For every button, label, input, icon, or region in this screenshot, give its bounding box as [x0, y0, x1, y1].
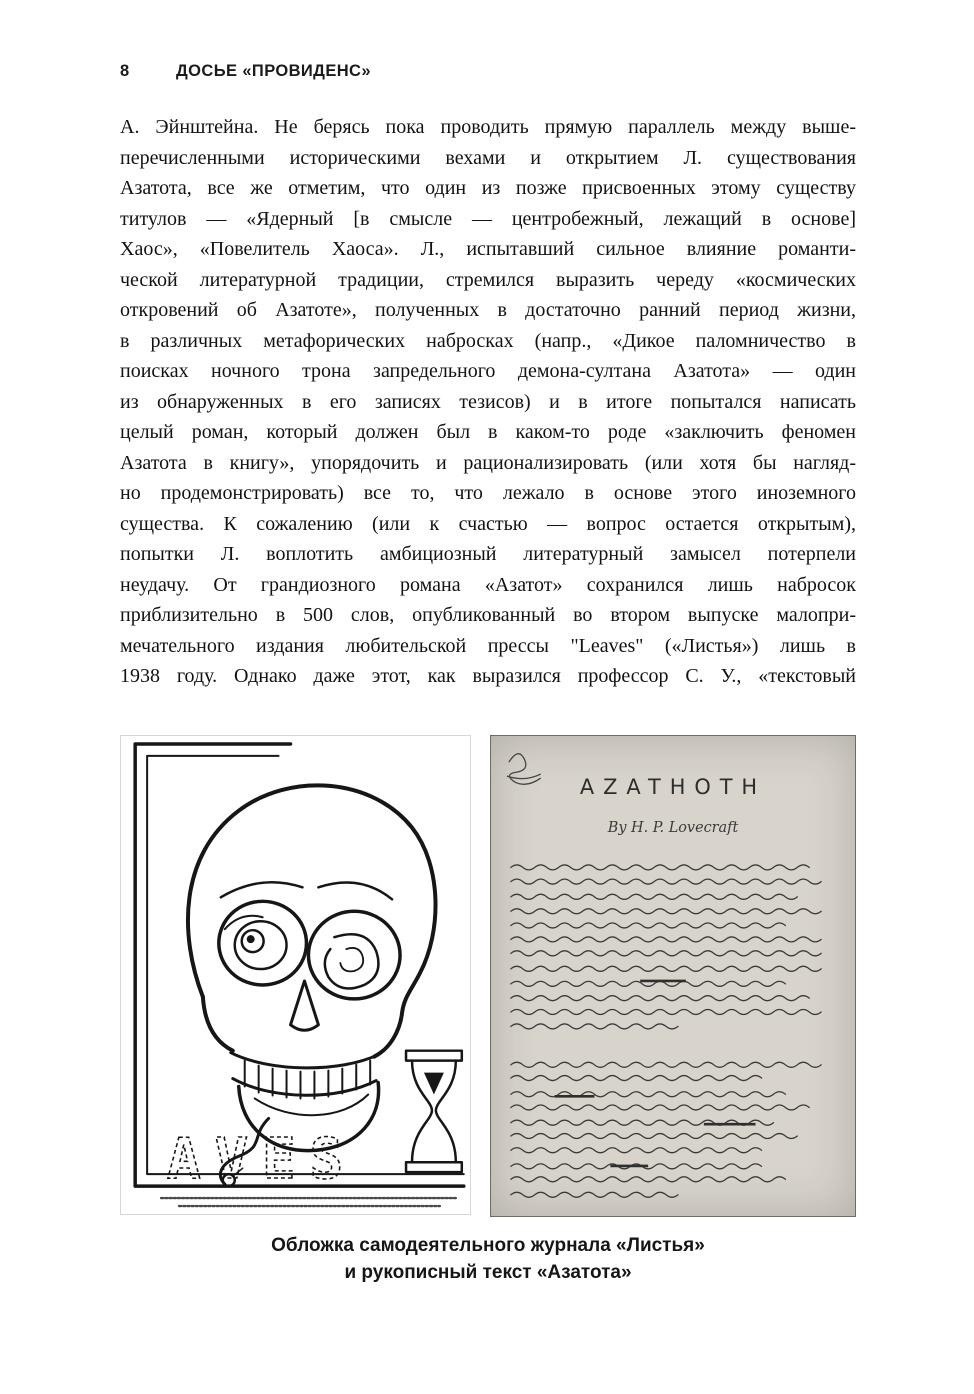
text-line: из обнаруженных в его записях тезисов) и в итоге попытался написать	[120, 390, 856, 413]
pupil	[247, 935, 255, 943]
manuscript-byline: By H. P. Lovecraft	[607, 819, 739, 836]
text-line: откровений об Азатоте», полученных в достаточно ранний период жизни,	[120, 299, 856, 321]
hourglass-top-cap	[406, 1051, 462, 1061]
body-paragraph	[120, 112, 856, 692]
caption-line-2: и рукописный текст «Азатота»	[344, 1262, 632, 1283]
corner-scribble	[507, 754, 541, 785]
page-title: ДОСЬЕ «ПРОВИДЕНС»	[176, 62, 371, 80]
text-line: Азатота в книгу», упорядочить и рационализировать (или хотя бы нагляд-	[120, 451, 856, 474]
fine-print-lines	[161, 1198, 456, 1206]
handwritten-paragraph-1	[511, 865, 821, 1029]
teeth	[245, 1061, 370, 1099]
eye-scribble	[340, 948, 363, 971]
skull-drawing	[121, 736, 470, 1214]
hourglass-bottom-cap	[406, 1162, 462, 1172]
text-line: мечательного издания любительской прессы "Leaves" («Листья») лишь в	[120, 634, 856, 657]
text-line: А. Эйнштейна. Не берясь пока проводить прямую параллель между выше-	[120, 116, 856, 138]
azathoth-manuscript-figure	[490, 735, 856, 1217]
text-line: ческой литературной традиции, стремился выразить череду «космических	[120, 268, 856, 291]
skull-cheek-left	[203, 997, 233, 1051]
eye-socket-right	[308, 911, 400, 999]
correction-marks	[555, 981, 756, 1166]
skull-brow-lines	[221, 882, 392, 899]
hourglass-sand	[424, 1073, 444, 1095]
text-line: неудачу. От грандиозного романа «Азатот» сохранился лишь набросок	[120, 573, 856, 596]
text-line: титулов — «Ядерный [в смысле — центробежный, лежащий в основе]	[120, 207, 856, 230]
text-line: существа. К сожалению (или к счастью — вопрос остается открытым),	[120, 512, 856, 535]
teeth-lower-line	[233, 1079, 376, 1096]
text-line: поисках ночного трона запредельного демона-султана Азатота» — один	[120, 360, 856, 382]
running-head	[120, 62, 856, 81]
manuscript-page	[491, 736, 855, 1216]
text-line: Азатота, все же отметим, что один из позже присвоенных этому существу	[120, 177, 856, 199]
text-line: 1938 году. Однако даже этот, как выразился профессор С. У., «текстовый	[120, 665, 856, 687]
leaves-cover-figure	[120, 735, 471, 1215]
eye-socket-right-inner	[325, 934, 379, 988]
handwritten-paragraph-2	[511, 1062, 821, 1197]
nasal-cavity	[291, 981, 319, 1030]
text-line: перечисленными историческими вехами и открытием Л. существования	[120, 146, 856, 169]
text-line: Хаос», «Повелитель Хаоса». Л., испытавший сильное влияние романти-	[120, 238, 856, 260]
text-line: в различных метафорических набросках (напр., «Дикое паломничество в	[120, 329, 856, 352]
text-line: но продемонстрировать) все то, что лежало в основе этого иноземного	[120, 482, 856, 504]
page-number: 8	[120, 62, 130, 80]
lower-teeth-line	[255, 1095, 369, 1116]
figure-caption	[120, 1232, 856, 1286]
caption-line-1: Обложка самодеятельного журнала «Листья»	[271, 1235, 705, 1256]
figures-row	[120, 735, 856, 1217]
manuscript-title: AZATHOTH	[579, 775, 767, 799]
text-line: приблизительно в 500 слов, опубликованный во втором выпуске малопри-	[120, 604, 856, 626]
text-line: попытки Л. воплотить амбициозный литературный замысел потерпели	[120, 543, 856, 565]
leaves-letters: AVES	[167, 1127, 358, 1193]
text-line: целый роман, который должен был в каком-то роде «заключить феномен	[120, 421, 856, 443]
